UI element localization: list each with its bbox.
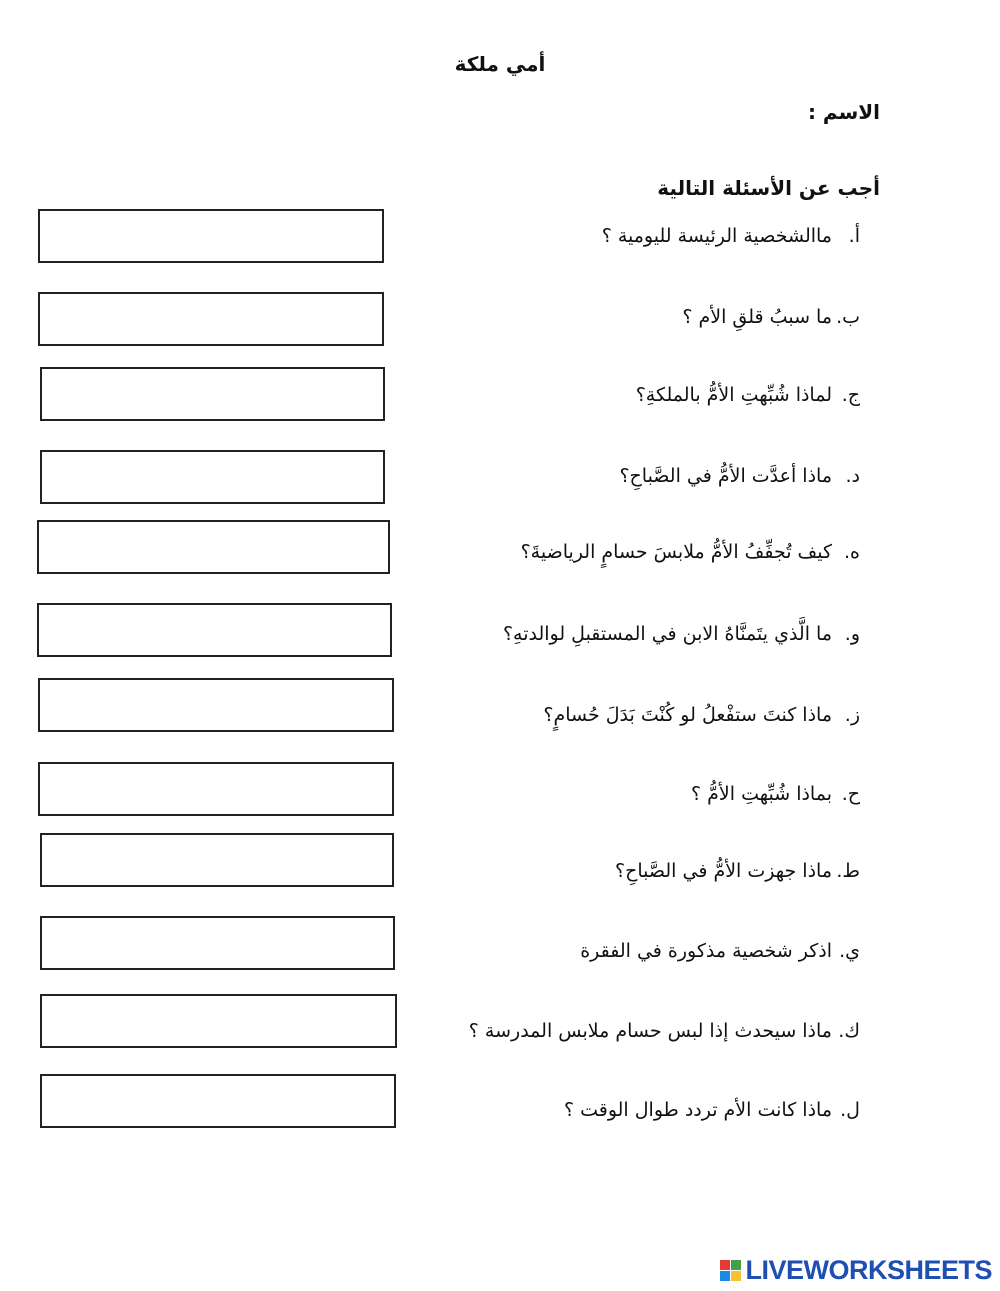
answer-box[interactable] [40, 994, 397, 1048]
question-text: ما سببُ قلقِ الأم ؟ [682, 306, 832, 328]
liveworksheets-logo[interactable] [720, 1255, 992, 1286]
question-text: بماذا شُبِّهتِ الأمُّ ؟ [691, 783, 832, 805]
answer-box[interactable] [37, 603, 392, 657]
question-text: ماذا كنتَ ستفْعلُ لو كُنْتَ بَدَلَ حُسامٍ؟ [543, 704, 832, 726]
question-text: ماالشخصية الرئيسة لليومية ؟ [601, 225, 832, 247]
logo-squares-icon [720, 1260, 741, 1281]
answer-box[interactable] [40, 916, 395, 970]
logo-square [731, 1271, 741, 1281]
logo-text: LIVEWORKSHEETS [745, 1255, 992, 1285]
question-marker: و. [844, 623, 860, 645]
answer-box[interactable] [40, 450, 385, 504]
instructions-heading: أجب عن الأسئلة التالية [657, 176, 880, 200]
question-text: ماذا كانت الأم تردد طوال الوقت ؟ [563, 1099, 832, 1121]
answer-box[interactable] [38, 678, 394, 732]
logo-square [731, 1260, 741, 1270]
name-label: الاسم : [807, 100, 880, 124]
question-marker: ج. [841, 384, 860, 406]
question-text: كيف تُجفِّفُ الأمُّ ملابسَ حسامٍ الرياضيةَ؟ [520, 541, 832, 563]
question-text: ماذا أعدَّت الأمُّ في الصَّباحِ؟ [619, 465, 832, 487]
question-marker: أ. [848, 225, 860, 247]
question-marker: ه. [844, 541, 860, 563]
question-text: ما الَّذي يتَمنَّاهُ الابن في المستقبلِ لوالدتهِ؟ [502, 623, 832, 645]
question-marker: ح. [841, 783, 860, 805]
question-marker: ب. [836, 306, 860, 328]
logo-square [720, 1260, 730, 1270]
question-marker: د. [845, 465, 860, 487]
answer-box[interactable] [37, 520, 390, 574]
logo-square [720, 1271, 730, 1281]
question-marker: ط. [836, 860, 860, 882]
answer-box[interactable] [38, 209, 384, 263]
question-marker: ي. [839, 940, 860, 962]
worksheet-title: أمي ملكة [454, 52, 546, 76]
question-marker: ك. [838, 1020, 860, 1042]
question-text: لماذا شُبِّهتِ الأمُّ بالملكةِ؟ [635, 384, 832, 406]
question-text: ماذا جهزت الأمُّ في الصَّباحِ؟ [615, 860, 832, 882]
question-marker: ز. [844, 704, 860, 726]
answer-box[interactable] [38, 292, 384, 346]
answer-box[interactable] [40, 367, 385, 421]
answer-box[interactable] [38, 762, 394, 816]
question-marker: ل. [840, 1099, 860, 1121]
answer-box[interactable] [40, 1074, 396, 1128]
answer-box[interactable] [40, 833, 394, 887]
question-text: ماذا سيحدث إذا لبس حسام ملابس المدرسة ؟ [468, 1020, 832, 1042]
question-text: اذكر شخصية مذكورة في الفقرة [580, 940, 832, 962]
